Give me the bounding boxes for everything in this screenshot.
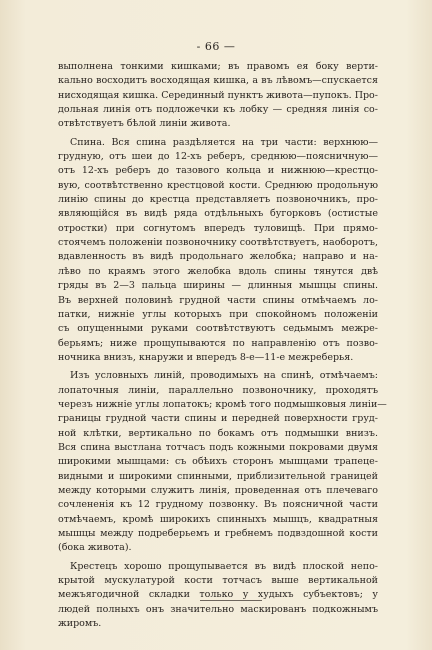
text-line: черезъ нижніе углы лопатокъ; кромѣ того подмышковыя линіи— [58,398,387,410]
text-line: отъ 12-хъ реберъ до тазового кольца и нижнюю—крестцо- [58,165,378,177]
text-line: линію спины до крестца представляетъ позвоночникъ, про- [58,194,378,206]
page-text [58,60,387,631]
text-line: дольная линія отъ подложечки къ лобку — средняя линія со- [58,104,378,116]
text-line: Крестецъ хорошо прощупывается въ видѣ плоской непо- [70,560,378,572]
text-line: видными и широкими спинными, приблизительной границей [58,470,378,482]
text-line: границы грудной части спины и передней поверхности груд- [58,413,378,425]
text-line: людей полныхъ онъ значительно маскированъ подкожнымъ [58,603,378,615]
text-line: лѣво по краямъ этого желобка вдоль спины тянутся двѣ [58,265,378,277]
paragraph-4 [58,560,378,632]
text-line: отростки) при согнутомъ впередъ туловищѣ. При прямо- [58,222,378,234]
text-line: межъягодичной складки только у худыхъ субъектовъ; у [58,589,378,601]
paragraph-3 [58,369,387,555]
paragraph-1 [58,60,378,132]
paragraph-2 [58,136,378,366]
text-line: мышцы между подреберьемъ и гребнемъ подвздошной кости [58,528,378,539]
text-line: Изъ условныхъ линій, проводимыхъ на спинѣ, отмѣчаемъ: [70,370,378,382]
page-number: - 66 — [196,40,236,53]
text-line: являющійся въ видѣ ряда отдѣльныхъ бугорковъ (остистые [58,208,378,220]
text-line: стоячемъ положеніи позвоночнику соотвѣтствуетъ, наоборотъ, [58,237,378,249]
text-line: Вся спина выстлана тотчасъ подъ кожными покровами двумя [58,441,378,453]
text-line: широкими мышцами: съ обѣихъ сторонъ мышцами трапеце- [58,456,378,468]
text-line: ной клѣтки, вертикально по бокамъ отъ подмышки внизъ. [58,427,378,439]
text-line: крытой мускулатурой кости тотчасъ выше вертикальной [58,575,378,587]
text-line: сочлененія къ 12 грудному позвонку. Въ поясничной части [58,499,378,511]
text-line: отмѣчаемъ, кромѣ широкихъ спинныхъ мышцъ, квадратныя [58,513,378,525]
text-line: Спина. Вся спина раздѣляется на три части: верхнюю— [70,136,378,148]
text-line: жиромъ. [58,618,102,630]
text-line: грудную, отъ шеи до 12-хъ реберъ, среднюю—поясничную— [58,151,378,163]
text-line: Въ верхней половинѣ грудной части спины отмѣчаемъ ло- [58,294,378,306]
text-line: нисходящая кишка. Серединный пунктъ живота—пупокъ. Про- [58,89,378,101]
text-line: берьямъ; ниже прощупываются по направленію отъ позво- [58,337,378,349]
text-line: кально восходитъ восходящая кишка, а въ лѣвомъ—спускается [58,75,378,87]
text-line: съ опущенными руками соотвѣтствуютъ седьмымъ межре- [58,323,378,335]
text-line: выполнена тонкими кишками; въ правомъ ея боку верти- [58,61,378,72]
text-line: отвѣтствуетъ бѣлой линіи живота. [58,118,231,130]
text-line: (бока живота). [58,542,132,554]
text-line: ночника внизъ, кнаружи и впередъ 8-е—11-е межреберья. [58,351,354,363]
text-line: между которыми служитъ линія, проведенная отъ плечеваго [58,484,378,496]
text-line: лопаточныя линіи, параллельно позвоночнику, проходятъ [58,384,378,396]
text-line: гряды въ 2—3 пальца ширины — длинныя мышцы спины. [58,280,378,292]
text-line: патки, нижніе углы которыхъ при спокойномъ положеніи [58,308,378,320]
end-rule [200,600,262,601]
text-line: вую, соотвѣтственно крестцовой кости. Среднюю продольную [58,179,378,191]
text-line: вдавленность въ видѣ продольнаго желобка; направо и на- [58,251,378,263]
